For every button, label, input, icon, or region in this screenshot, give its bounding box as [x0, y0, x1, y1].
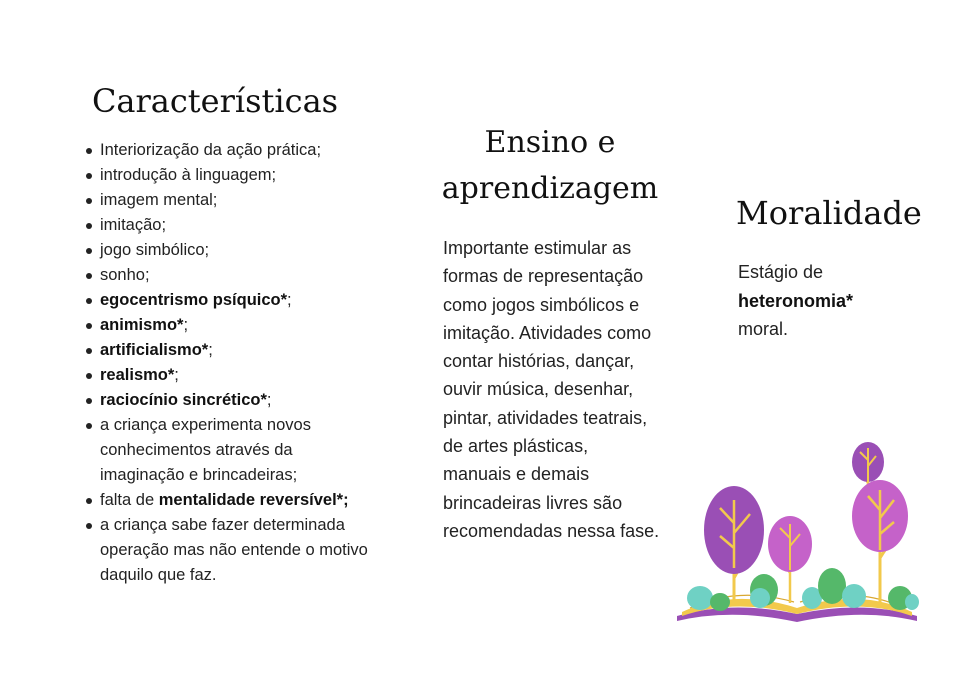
morality-title: Moralidade — [736, 194, 922, 232]
bold-term: realismo* — [100, 366, 175, 384]
item-text: ; — [266, 391, 272, 409]
characteristics-title: Características — [91, 82, 339, 120]
teaching-title: Ensino e aprendizagem — [441, 125, 659, 206]
item-text: falta de — [100, 491, 159, 509]
item-text: sonho; — [100, 266, 150, 284]
item-text: introdução à linguagem; — [100, 166, 277, 184]
bold-term: mentalidade reversível*; — [158, 491, 349, 509]
morality-text-before: Estágio de — [738, 262, 824, 282]
characteristics-item — [80, 388, 380, 413]
item-text: imagem mental; — [100, 191, 218, 209]
characteristics-column — [80, 82, 380, 588]
characteristics-list — [80, 138, 380, 588]
characteristics-item — [80, 413, 380, 488]
item-text: ; — [287, 291, 292, 309]
item-text: Interiorização da ação prática; — [100, 141, 322, 159]
characteristics-item — [80, 288, 380, 313]
morality-bold-term: heteronomia* — [738, 290, 854, 311]
morality-text-after: moral. — [738, 319, 789, 339]
characteristics-item — [80, 213, 380, 238]
characteristics-item — [80, 363, 380, 388]
bold-term: egocentrismo psíquico* — [100, 291, 288, 309]
characteristics-item — [80, 138, 380, 163]
characteristics-item — [80, 513, 380, 588]
item-text: ; — [183, 316, 189, 334]
characteristics-item — [80, 238, 380, 263]
characteristics-item — [80, 313, 380, 338]
bold-term: raciocínio sincrético* — [100, 391, 267, 409]
characteristics-item — [80, 188, 380, 213]
bold-term: animismo* — [100, 316, 184, 334]
item-text: ; — [174, 366, 179, 384]
item-text: imitação; — [100, 216, 167, 234]
open-book-with-trees-icon — [672, 438, 922, 628]
characteristics-item — [80, 488, 380, 513]
item-text: a criança sabe fazer determinada operação mas não entende o motivo daquilo que faz. — [100, 516, 368, 584]
morality-text — [738, 258, 926, 344]
teaching-body: Importante estimular as formas de representação como jogos simbólicos e imitação. Atividades como contar histórias, dançar, ouvir música, desenhar, pintar, atividades teatrais, de artes plásticas, manuais e demais brincadeiras livres são recomendadas nessa fase. — [443, 238, 660, 541]
item-text: a criança experimenta novos conhecimentos através da imaginação e brincadeiras; — [100, 416, 311, 484]
characteristics-item — [80, 338, 380, 363]
characteristics-item — [80, 163, 380, 188]
item-text: ; — [208, 341, 213, 359]
teaching-column — [440, 120, 660, 545]
morality-column — [736, 194, 926, 344]
item-text: jogo simbólico; — [100, 241, 210, 259]
bold-term: artificialismo* — [100, 341, 209, 359]
characteristics-item — [80, 263, 380, 288]
